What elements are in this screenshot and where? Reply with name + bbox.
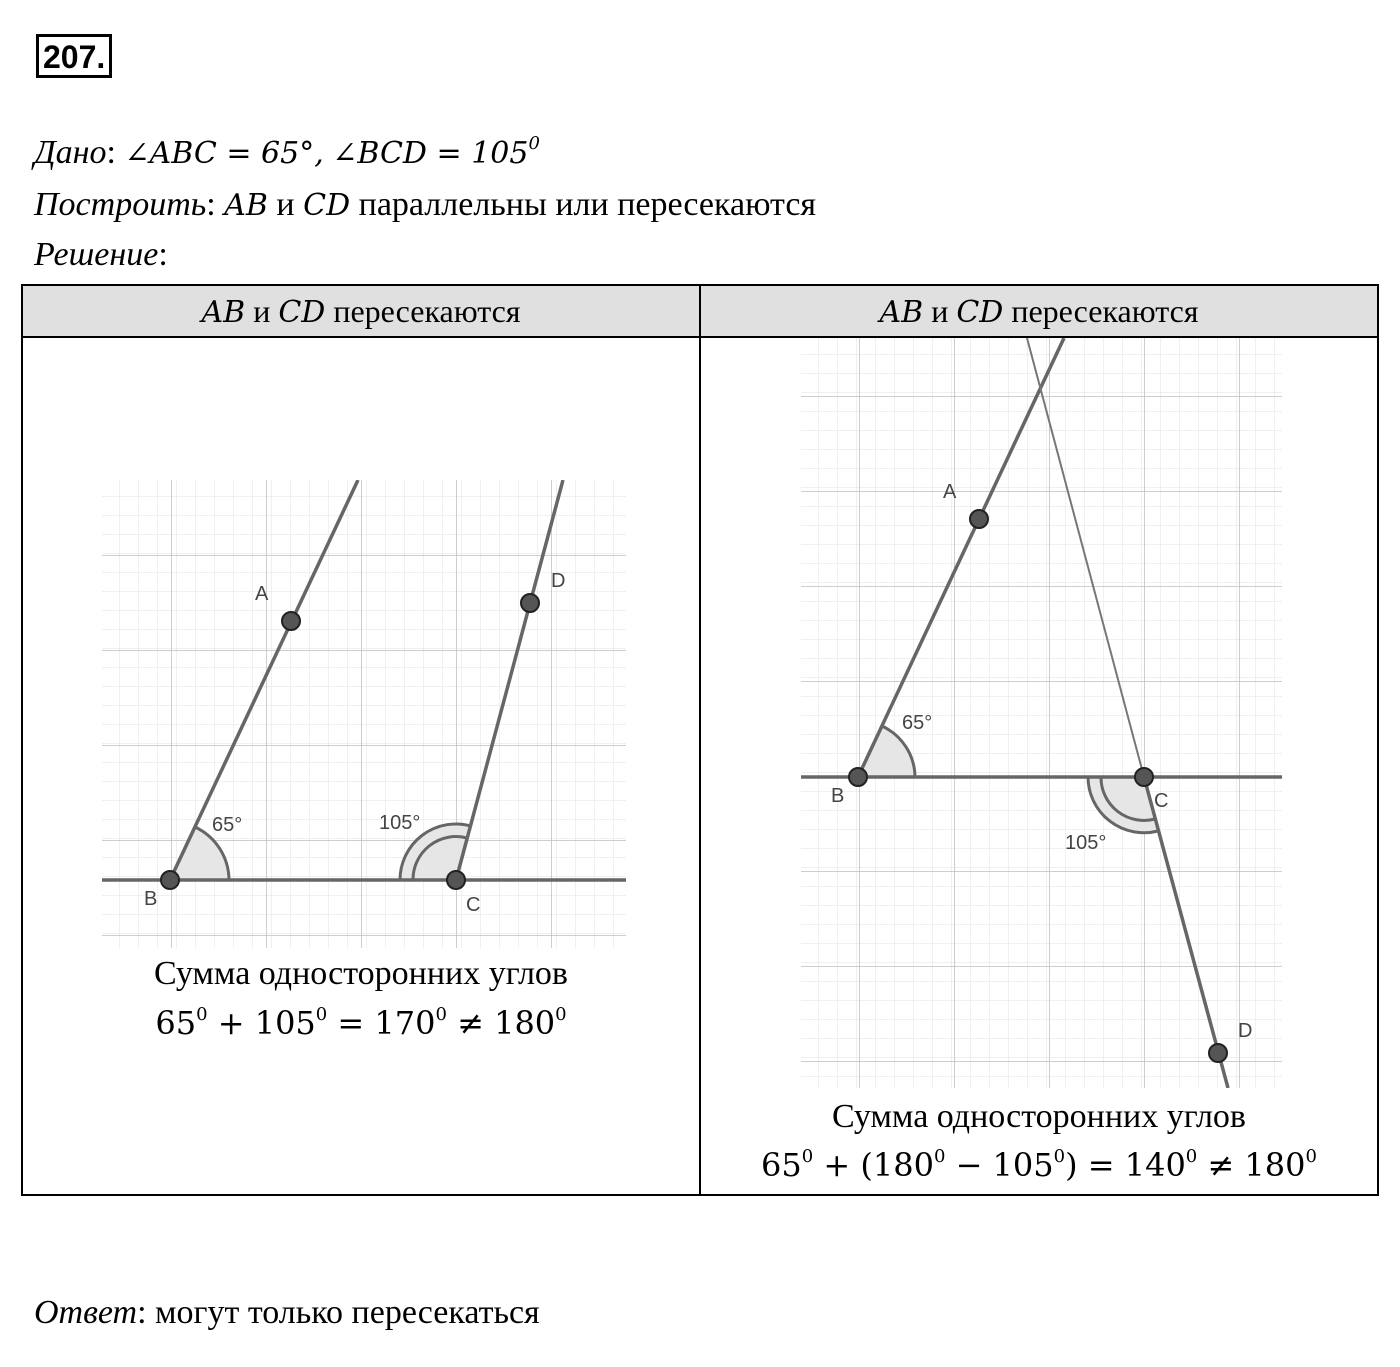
solution-line: Решение: xyxy=(34,236,168,273)
label-b: B xyxy=(831,785,845,807)
caption-1: Сумма односторонних углов xyxy=(154,955,568,992)
point-b xyxy=(849,768,867,786)
given-line: Дано: ∠ABC = 65°, ∠BCD = $105^0$ xyxy=(34,133,540,171)
point-a xyxy=(282,612,300,630)
label-a: A xyxy=(943,481,957,503)
label-d: D xyxy=(1238,1020,1253,1042)
construct-label: Построить xyxy=(34,186,207,223)
point-c xyxy=(1135,768,1153,786)
given-angle-bcd: ∠BCD = $105^0$ xyxy=(332,133,540,171)
column-cell-1 xyxy=(22,337,700,1195)
answer-text: могут только пересекаться xyxy=(155,1294,540,1331)
column-header-1: AB и CD пересекаются xyxy=(22,285,700,337)
figure-intersection xyxy=(801,338,1282,1088)
label-b: B xyxy=(144,888,158,910)
label-c: C xyxy=(466,894,481,916)
point-d xyxy=(1209,1044,1227,1062)
construct-seg-cd: CD xyxy=(303,188,351,223)
construct-seg-ab: AB xyxy=(224,188,268,223)
construct-and: и xyxy=(276,186,295,223)
point-c xyxy=(447,871,465,889)
figure-parallel-check xyxy=(102,480,626,948)
column-cell-2 xyxy=(700,337,1378,1195)
label-c: C xyxy=(1154,790,1169,812)
solution-table xyxy=(21,284,1379,1196)
solution-label: Решение xyxy=(34,236,159,273)
label-angle-65: 65° xyxy=(902,712,933,734)
grid-major xyxy=(801,338,1282,1088)
label-angle-105: 105° xyxy=(379,812,421,834)
point-a xyxy=(970,510,988,528)
problem-number: 207. xyxy=(36,34,112,78)
construct-line: Построить: AB и CD параллельны или пересекаются xyxy=(34,186,817,223)
answer-line: Ответ: могут только пересекаться xyxy=(34,1294,540,1331)
label-d: D xyxy=(551,570,566,592)
label-angle-65: 65° xyxy=(212,814,243,836)
answer-label: Ответ xyxy=(34,1294,138,1331)
label-angle-105: 105° xyxy=(1065,832,1107,854)
point-d xyxy=(521,594,539,612)
label-a: A xyxy=(255,583,269,605)
construct-text: параллельны или пересекаются xyxy=(358,186,817,223)
formula-2: $65^0 + (180^0 - 105^0) = 140^0 \ne 180^0$ xyxy=(761,1146,1317,1184)
given-label: Дано xyxy=(34,134,107,171)
point-b xyxy=(161,871,179,889)
given-angle-abc: ∠ABC = 65°, xyxy=(124,136,324,171)
column-header-2: AB и CD пересекаются xyxy=(700,285,1378,337)
caption-2: Сумма односторонних углов xyxy=(832,1098,1246,1135)
formula-1: $65^0 + 105^0 = 170^0 \ne 180^0$ xyxy=(155,1004,567,1042)
